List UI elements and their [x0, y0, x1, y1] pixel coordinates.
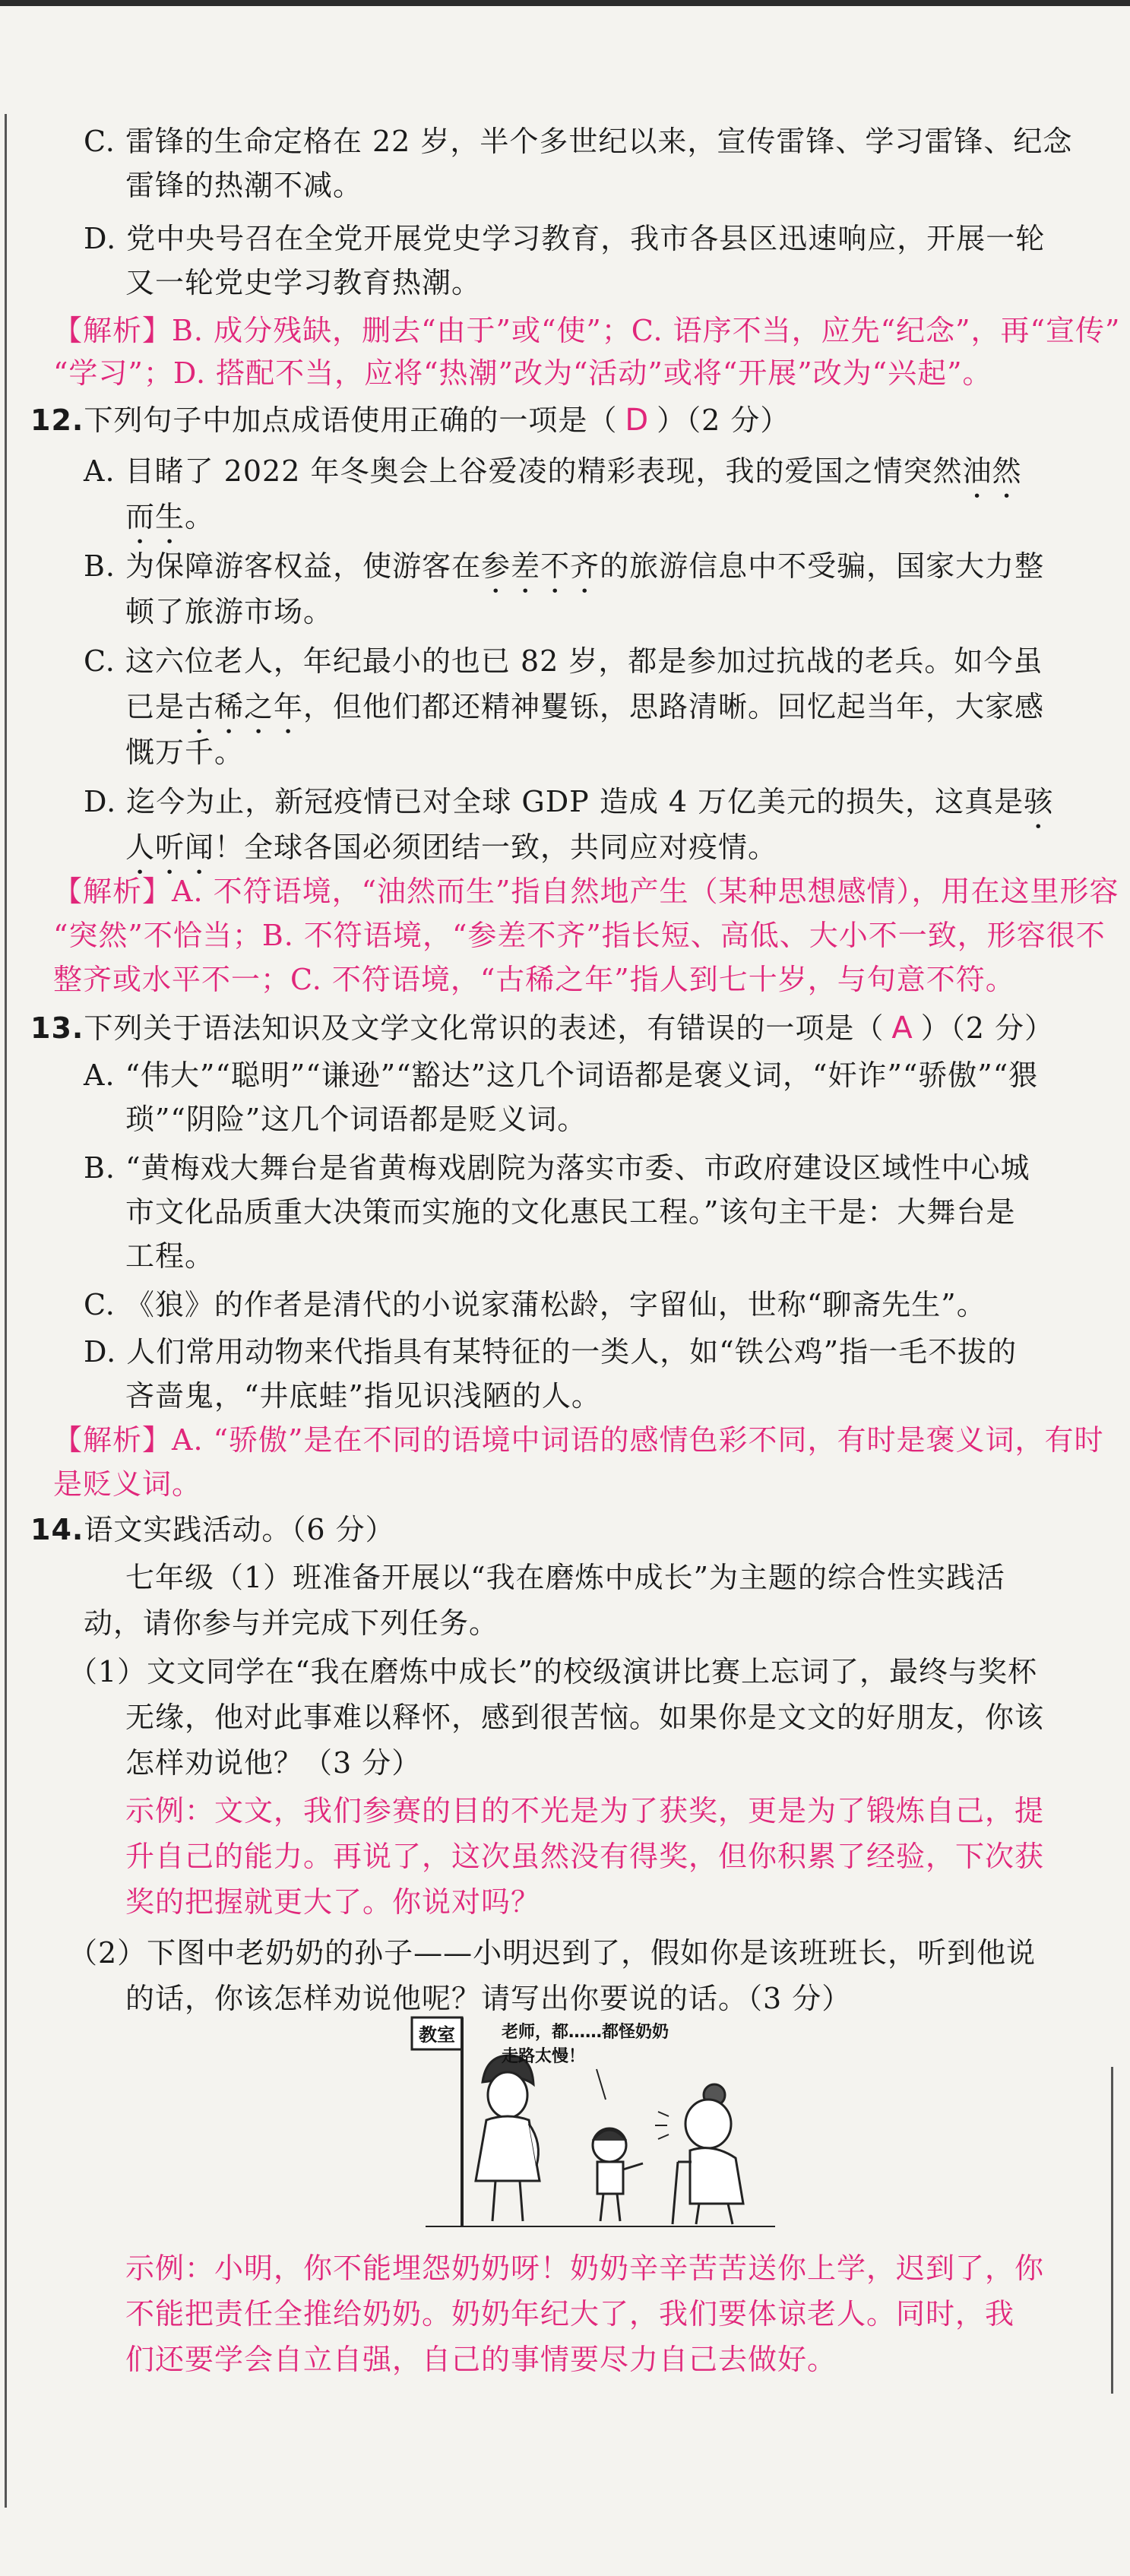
q12-option-a-text: A. 目睹了 2022 年冬奥会上谷爱凌的精彩表现，我的爱国之情突然	[84, 454, 963, 488]
cartoon-illustration	[410, 2010, 790, 2230]
q12-option-d-line1	[84, 784, 1053, 835]
q12-option-d-line2	[125, 830, 777, 881]
q12-option-c-text2: ，但他们都还精神矍铄，思路清晰。回忆起当年，大家感	[303, 690, 1045, 723]
q12-stem-score: ）（2 分）	[657, 403, 790, 437]
q13-option-b-line3: 工程。	[125, 1239, 215, 1273]
q12-option-d-idiom-part2: 人听闻	[125, 831, 215, 864]
q11-option-c-line2: 雷锋的热潮不减。	[125, 169, 363, 202]
q12-option-a-idiom-part1: 油然	[962, 454, 1022, 488]
q12-option-d-idiom-part1: 骇	[1024, 785, 1054, 818]
q13-analysis-line1: 【解析】A. “骄傲”是在不同的语境中词语的感情色彩不同，有时是褒义词，有时	[53, 1423, 1104, 1457]
q12-analysis-line2: “突然”不恰当；B. 不符语境，“参差不齐”指长短、高低、大小不一致，形容很不	[53, 919, 1106, 952]
q11-option-d-line1: D. 党中央号召在全党开展党史学习教育，我市各县区迅速响应，开展一轮	[84, 222, 1046, 255]
q14-part2-line1: （2）下图中老奶奶的孙子——小明迟到了，假如你是该班班长，听到他说	[68, 1936, 1037, 1970]
q11-analysis-line2: “学习”；D. 搭配不当，应将“热潮”改为“活动”或将“开展”改为“兴起”。	[53, 356, 992, 390]
q11-analysis-line1: 【解析】B. 成分残缺，删去“由于”或“使”；C. 语序不当，应先“纪念”，再“宣传”	[53, 314, 1121, 347]
q14-answer1-line3: 奖的把握就更大了。你说对吗？	[125, 1885, 541, 1919]
q14-intro-line2: 动，请你参与并完成下列任务。	[84, 1606, 499, 1640]
q12-stem	[30, 403, 790, 438]
right-margin-rule	[1111, 2067, 1113, 2394]
q13-option-d-line2: 吝啬鬼，“井底蛙”指见识浅陋的人。	[125, 1379, 601, 1413]
q14-answer2-line2: 不能把责任全推给奶奶。奶奶年纪大了，我们要体谅老人。同时，我	[125, 2297, 1015, 2331]
q14-title	[30, 1512, 395, 1547]
left-margin-rule	[5, 114, 7, 2508]
q13-option-a-line2: 琐”“阴险”这几个词语都是贬义词。	[125, 1103, 587, 1136]
q12-option-a-idiom-part2: 而生	[125, 500, 185, 533]
q14-answer1-line1: 示例：文文，我们参赛的目的不光是为了获奖，更是为了锻炼自己，提	[125, 1794, 1045, 1828]
q12-stem-text: 下列句子中加点成语使用正确的一项是（	[84, 403, 618, 437]
q11-option-d-line2: 又一轮党史学习教育热潮。	[125, 266, 482, 299]
classroom-sign: 教室	[419, 2024, 455, 2046]
q12-option-b-text2: 的旅游信息中不受骗，国家大力整	[600, 549, 1045, 583]
q12-option-a-line1	[84, 454, 1021, 505]
boy-figure	[593, 2128, 643, 2221]
speech-line2: 走路太慢！	[502, 2047, 586, 2066]
q13-answer: A	[891, 1011, 913, 1046]
q14-title-text: 语文实践活动。（6 分）	[84, 1513, 395, 1546]
q13-option-c: C. 《狼》的作者是清代的小说家蒲松龄，字留仙，世称“聊斋先生”。	[84, 1288, 986, 1321]
q13-stem	[30, 1011, 1054, 1046]
q14-part1-line1: （1）文文同学在“我在磨炼中成长”的校级演讲比赛上忘词了，最终与奖杯	[68, 1655, 1038, 1688]
q13-option-a-line1: A. “伟大”“聪明”“谦逊”“豁达”这几个词语都是褒义词，“奸诈”“骄傲”“猥	[84, 1059, 1039, 1092]
q12-option-d-text1: D. 迄今为止，新冠疫情已对全球 GDP 造成 4 万亿美元的损失，这真是	[84, 785, 1024, 818]
q14-number: 14.	[30, 1513, 84, 1546]
q13-option-d-line1: D. 人们常用动物来代指具有某特征的一类人，如“铁公鸡”指一毛不拔的	[84, 1335, 1018, 1369]
q12-option-c-line3: 慨万千。	[125, 736, 245, 769]
q14-answer1-line2: 升自己的能力。再说了，这次虽然没有得奖，但你积累了经验，下次获	[125, 1840, 1045, 1873]
q14-part1-line3: 怎样劝说他？（3 分）	[125, 1746, 422, 1780]
q14-answer2-line1: 示例：小明，你不能埋怨奶奶呀！奶奶辛辛苦苦送你上学，迟到了，你	[125, 2252, 1045, 2285]
q12-option-c-idiom: 古稀之年	[185, 690, 304, 723]
q12-analysis-line1: 【解析】A. 不符语境，“油然而生”指自然地产生（某种思想感情），用在这里形容	[53, 875, 1119, 908]
q12-option-a-end: 。	[185, 500, 215, 533]
teacher-figure	[476, 2055, 540, 2221]
q12-answer: D	[625, 403, 650, 438]
top-border	[0, 0, 1130, 6]
q13-stem-score: ）（2 分）	[920, 1011, 1054, 1045]
q12-option-c-line1: C. 这六位老人，年纪最小的也已 82 岁，都是参加过抗战的老兵。如今虽	[84, 644, 1043, 678]
q12-option-b-idiom: 参差不齐	[481, 549, 600, 583]
speech-line1: 老师，都……都怪奶奶	[502, 2023, 669, 2042]
q12-analysis-line3: 整齐或水平不一；C. 不符语境，“古稀之年”指人到七十岁，与句意不符。	[53, 963, 1015, 996]
speech-pointer	[597, 2069, 606, 2100]
q13-number: 13.	[30, 1011, 84, 1045]
q14-intro-line1: 七年级（1）班准备开展以“我在磨炼中成长”为主题的综合性实践活	[125, 1561, 1006, 1594]
q13-analysis-line2: 是贬义词。	[53, 1467, 202, 1501]
q12-option-b-text1: B. 为保障游客权益，使游客在	[84, 549, 482, 583]
q13-option-b-line2: 市文化品质重大决策而实施的文化惠民工程。”该句主干是：大舞台是	[125, 1195, 1016, 1229]
q12-option-d-text2: ！全球各国必须团结一致，共同应对疫情。	[214, 831, 778, 864]
q12-number: 12.	[30, 403, 84, 437]
q13-stem-text: 下列关于语法知识及文学文化常识的表述，有错误的一项是（	[84, 1011, 885, 1045]
q12-option-c-text1: 已是	[125, 690, 185, 723]
grandma-figure	[655, 2084, 743, 2224]
q12-option-a-line2	[125, 499, 214, 550]
q14-part2-line2: 的话，你该怎样劝说他呢？请写出你要说的话。（3 分）	[125, 1982, 852, 2015]
q12-option-b-line2: 顿了旅游市场。	[125, 595, 334, 628]
q14-answer2-line3: 们还要学会自立自强，自己的事情要尽力自己去做好。	[125, 2343, 837, 2376]
q11-option-c-line1: C. 雷锋的生命定格在 22 岁，半个多世纪以来，宣传雷锋、学习雷锋、纪念	[84, 125, 1073, 158]
q13-option-b-line1: B. “黄梅戏大舞台是省黄梅戏剧院为落实市委、市政府建设区域性中心城	[84, 1151, 1030, 1185]
q12-option-b-line1	[84, 549, 1044, 600]
q14-part1-line2: 无缘，他对此事难以释怀，感到很苦恼。如果你是文文的好朋友，你该	[125, 1701, 1045, 1734]
q12-option-c-line2	[125, 689, 1044, 740]
